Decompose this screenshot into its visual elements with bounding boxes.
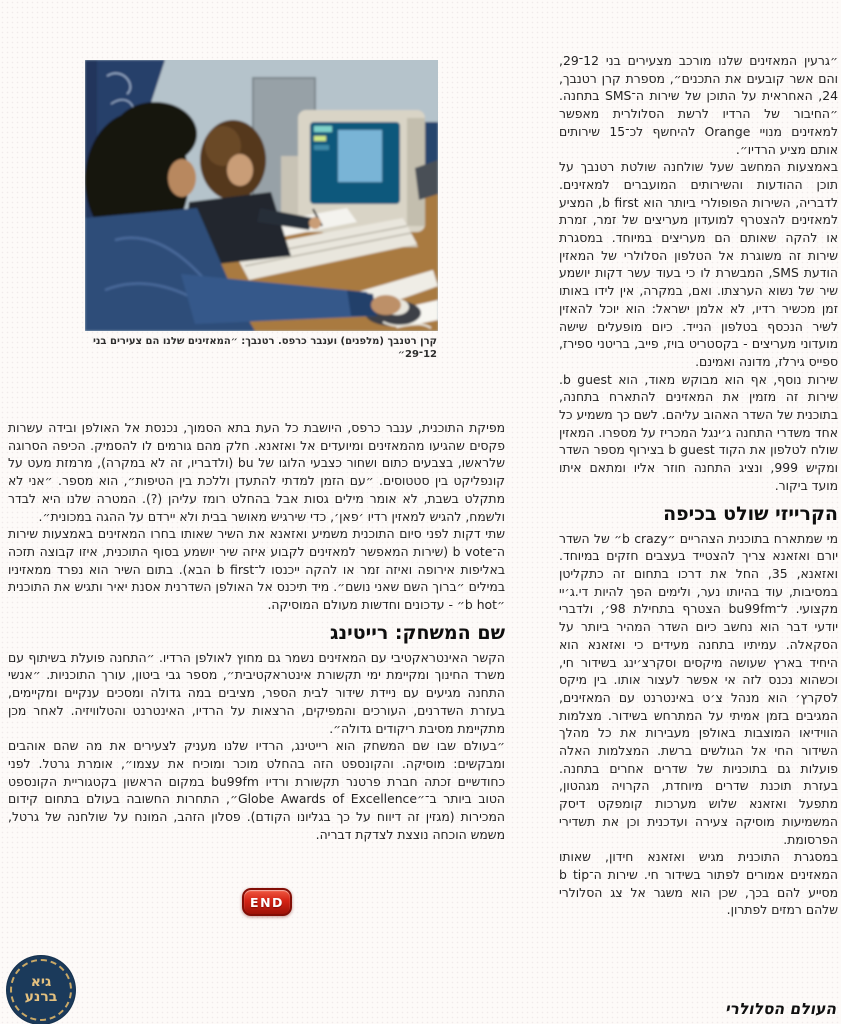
author-stamp xyxy=(7,956,75,1024)
section-heading-rating: שם המשחק: רייטינג xyxy=(330,621,505,644)
photo-caption: קרן רטנבך (מלפנים) וענבר כרפס. רטנבך: ״המאזינים שלנו הם צעירים בני 12־29״ xyxy=(92,336,437,360)
magazine-section-label: העולם הסלולרי xyxy=(724,1000,839,1018)
author-stamp-line1: גיא xyxy=(30,974,52,990)
author-stamp-line2: ברנע xyxy=(24,989,58,1005)
article-paragraph: מפיקת התוכנית, ענבר כרפס, היושבת כל העת בתא הסמוך, נכנסת אל האולפן ובידה עשרות פקסים שהגיעו מהמאזינים ומיועדים אל ואזאנא. חלק מהם גורמים לו להסמיק. הכיפה הסרוגה שלראשו, בצבעים כתום ושחור כצבעי הלוגו של bu (ולדבריו, זה לא במקרה), מרמזת מעט על קונפליקט בין סטטוסים. ״עם הזמן למדתי להתעדן וללכת בין הטיפות״, הוא מספר. ״אני לא מתקלט בשבת, לא אומר מילים גסות אבל בהחלט רומז עליהן (?). המטרה שלנו היא לבדר ולשמח, להגיש למאזין רדיו ׳פאן׳, כדי שירגיש מאושר בבית ולא יירדם על ההגה במכונית״. xyxy=(8,420,505,524)
article-paragraph: במסגרת התוכנית מגיש ואזאנא חידון, שאותו המאזינים אמורים לפתור בשידור חי. שירות ה־b tip מסייע להם בכך, שכן הוא משגר אל צג הסלולרי שלהם רמזים לפתרון. xyxy=(559,849,838,918)
end-badge: END xyxy=(242,888,292,916)
article-paragraph: ״גרעין המאזינים שלנו מורכב מצעירים בני 12־29, והם אשר קובעים את התכנים״, מספרת קרן רטנבך, 24, האחראית על התוכן של שירות ה־SMS בתחנה. ״החיבור של הרדיו לרשת הסלולרית מאפשר למאזינים מנויי Orange להיחשף לכ־15 שירותים אותם מציע הרדיו״. xyxy=(559,53,838,157)
article-column-right xyxy=(559,52,838,919)
article-paragraph: מי שמתארח בתוכנית הצהריים ״b crazy״ של השדר יורם ואזאנא צריך להצטייד בעצבים חזקים במיוחד. ואזאנא, 35, החל את דרכו בתחום זה כתקליטן במסיבות, עוד בהיותו נער, ולימים הפך להיות די.ג׳יי מקצועי. ל־bu99fm הצטרף בתחילת 98׳, ולדברי יודעי דבר הוא נחשב כיום השדר המהיר ביותר על הסקאלה. עמיתיו בתחנה מעידים כי ואזאנא הוא היחיד בארץ שעושה מיקסים וסקרצ׳ינג בשידור חי, וכשהוא נכנס לזה אי אפשר לעצור אותו. בין מיקס לסקרץ׳ הוא מנהל צ׳ט באינטרנט עם המאזינים, המגיבים בזמן אמיתי על המתרחש בשידור. מצלמות הווידיאו המוצבות באולפן מעבירות את כל מהלך השידור החי אל הגולשים ברשת. המצלמות האלה פועלות גם בתוכניות של שדרים אחרים בתחנה. בעזרת תוכנת שדרים מיוחדת, הקרויה מגהטון, מתפעל ואזאנא שלוש מערכות קומפקט דיסק המשמיעות מוסיקה צעירה ועדכנית וכן את תשדירי הפרסומת. xyxy=(559,530,839,847)
article-paragraph: שירות נוסף, אף הוא מבוקש מאוד, הוא b guest. שירות זה מזמין את המאזינים להתארח בתחנה, בתוכנית של השדר האהוב עליהם. לשם כך משמיע כל אחד משדרי התחנה ג׳ינגל המכריז על מספרו. המאזין שולח לטלפון את הקוד b guest בצירוף מספר השדר ומקיש 999, ונציג התחנה חוזר אליו ומתאם איתו מועד ביקור. xyxy=(559,371,838,493)
article-paragraph: שתי דקות לפני סיום התוכנית משמיע ואזאנא את השיר שאותו בחרו המאזינים באמצעות שירות ה־b vote (שירות המאפשר למאזינים לקבוע איזה שיר יושמע בסוף התוכנית, איזו קבוצה תזכה באליפות אירופה ואיזה זמר או להקה ייכנסו ל־b first הבא). בתום השיר הוא נפרד ממאזיניו במילים ״ברוך השם שאני נושם״. מיד תיכנס אל האולפן השדרנית אסנת יאיר ותגיש את התוכנית ״b hot״ - עדכונים וחדשות מעולם המוסיקה. xyxy=(8,526,505,613)
section-heading-crazy: הקרייזי שולט בכיפה xyxy=(663,502,838,525)
studio-photo xyxy=(85,60,438,331)
article-paragraph: ״בעולם שבו שם המשחק הוא רייטינג, הרדיו שלנו מעניק לצעירים את מה שהם אוהבים ומבקשים: מוסיקה. והקונספט הזה בהחלט מוכר ומוכיח את עצמו״, אומרת גרטל. לפני כחודשיים זכתה חברת פרטנר תקשורת ורדיו bu99fm במקום הראשון בקטגוריית הקונספט הטוב ביותר ב־״Globe Awards of Excellence״, התחרות החשובה בעולם בתחום קידום המכירות (מגזין זה דיווח על כך בגליונו הקודם). פסלון הזהב, המונח על שולחנה של גרטל, משמש הוכחה נוצצת לצדקת דבריה. xyxy=(8,738,506,842)
article-column-left xyxy=(8,419,505,843)
studio-photo-art xyxy=(85,60,438,331)
article-paragraph: הקשר האינטראקטיבי עם המאזינים נשמר גם מחוץ לאולפן הרדיו. ״התחנה פועלת בשיתוף עם משרד החינוך ומקיימת ימי תקשורת אינטראקטיבית״, מספר גבי ביטון, עורך התוכניות. ״אנשי התחנה מגיעים עם ניידת שידור לבית הספר, מציבים במה גדולה ומסכים ענקיים ומקיימים, בעזרת השדרנים, העורכים והמפיקים, הרצאות על הרדיו, האינטרנט והטלוויזיה. לאחר מכן מתקיימת מסיבת ריקודים גדולה״. xyxy=(8,649,505,736)
article-paragraph: באמצעות המחשב שעל שולחנה שולטת רטנבך על תוכן ההודעות והשירותים המועברים למאזינים. לדבריה, השירות הפופולרי ביותר הוא b first, המציע למאזינים להצטרף למועדון מעריצים של זמר, זמרת או להקה שאותם הם מעריצים במיוחד. במסגרת שירות זה משוגרת אל הטלפון הסלולרי של המאזין הודעת SMS, המבשרת לו כי בעוד עשר דקות יושמע שיר של נשוא הערצתו. ואם, במקרה, אין לידו באותו זמן מכשיר רדיו, לא אלמן ישראל: הוא יוכל להאזין לשיר הנכסף בטלפון הנייד. כיום מופעלים שישה מועדוני מעריצים - בקסטריט בויז, פייב, בריטני ספירז, ספייס גירלז, מדונה ואמינם. xyxy=(559,159,838,369)
